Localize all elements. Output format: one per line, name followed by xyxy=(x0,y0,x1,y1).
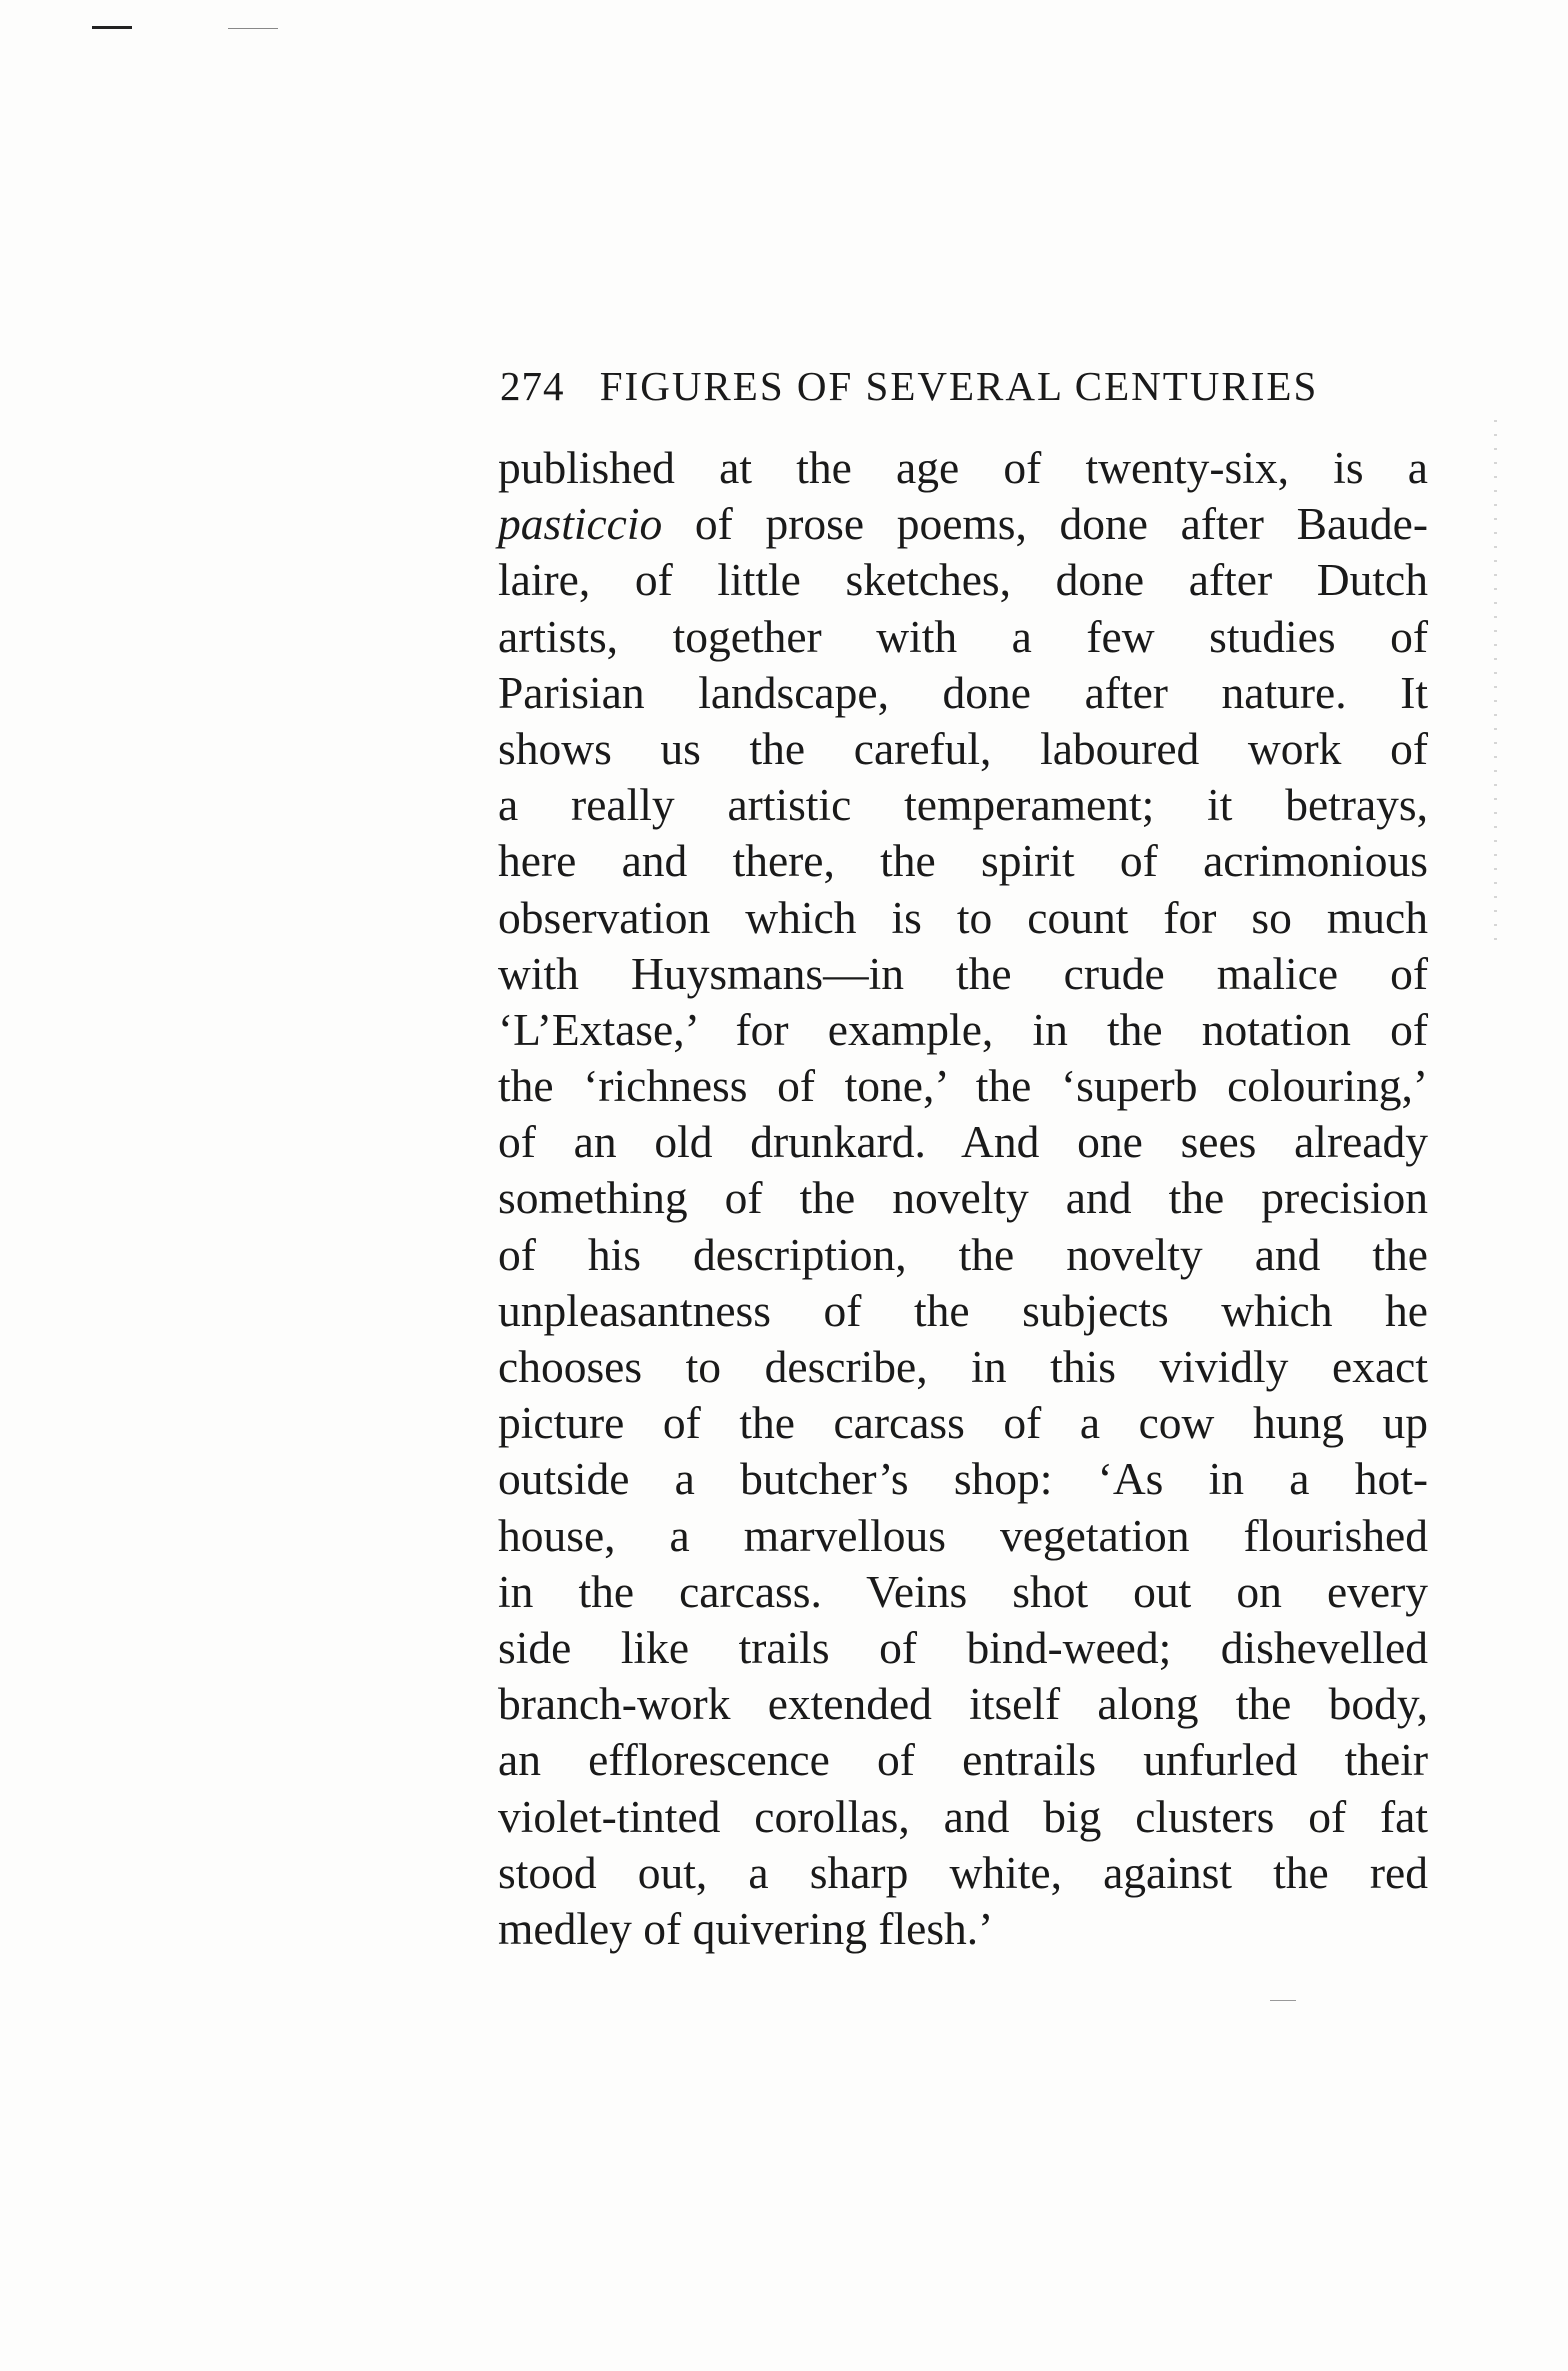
text-line-13: of an old drunkard. And one sees already xyxy=(498,1116,1428,1168)
page-number: 274 xyxy=(500,363,565,409)
text-line-23: branch-work extended itself along the body, xyxy=(498,1678,1428,1730)
italic-word-pasticcio: pasticcio xyxy=(498,498,663,550)
text-line-10: with Huysmans—in the crude malice of xyxy=(498,947,1428,999)
text-line-6: shows us the careful, laboured work of xyxy=(498,722,1428,774)
text-line-27: medley of quivering flesh.’ xyxy=(498,1902,994,1954)
body-text xyxy=(498,440,1428,1957)
scan-corner-mark xyxy=(92,26,132,29)
text-line-2 xyxy=(498,496,1428,552)
text-line-12: the ‘richness of tone,’ the ‘superb colouring,’ xyxy=(498,1060,1428,1112)
text-line-8: here and there, the spirit of acrimonious xyxy=(498,835,1428,887)
text-line-21: in the carcass. Veins shot out on every xyxy=(498,1565,1428,1617)
text-line-26: stood out, a sharp white, against the red xyxy=(498,1846,1428,1898)
text-line-17: chooses to describe, in this vividly exact xyxy=(498,1341,1428,1392)
text-line-14: something of the novelty and the precision xyxy=(498,1172,1428,1224)
text-line-7: a really artistic temperament; it betrays, xyxy=(498,779,1428,831)
text-line-5: Parisian landscape, done after nature. It xyxy=(498,666,1428,718)
text-line-15: of his description, the novelty and the xyxy=(498,1228,1428,1280)
scan-bottom-mark xyxy=(1270,2000,1296,2001)
text-line-19: outside a butcher’s shop: ‘As in a hot- xyxy=(498,1453,1428,1505)
text-line-11: ‘L’Extase,’ for example, in the notation of xyxy=(498,1003,1428,1055)
text-line-25: violet-tinted corollas, and big clusters of fat xyxy=(498,1790,1428,1842)
running-header xyxy=(500,362,1420,412)
text-line-18: picture of the carcass of a cow hung up xyxy=(498,1397,1428,1449)
text-line-2-rest: of prose poems, done after Baude- xyxy=(662,498,1428,550)
text-line-1: published at the age of twenty-six, is a xyxy=(498,442,1428,493)
text-line-3: laire, of little sketches, done after Dutch xyxy=(498,554,1428,606)
text-line-9: observation which is to count for so much xyxy=(498,891,1428,943)
text-line-4: artists, together with a few studies of xyxy=(498,610,1428,662)
running-title: FIGURES OF SEVERAL CENTURIES xyxy=(599,363,1319,409)
scan-corner-mark-faint xyxy=(228,28,278,29)
text-line-24: an efflorescence of entrails unfurled their xyxy=(498,1734,1428,1786)
scan-margin-speckle xyxy=(1494,420,1497,940)
text-line-22: side like trails of bind-weed; dishevelled xyxy=(498,1621,1428,1673)
text-line-16: unpleasantness of the subjects which he xyxy=(498,1284,1428,1336)
text-line-20: house, a marvellous vegetation flourished xyxy=(498,1509,1428,1561)
